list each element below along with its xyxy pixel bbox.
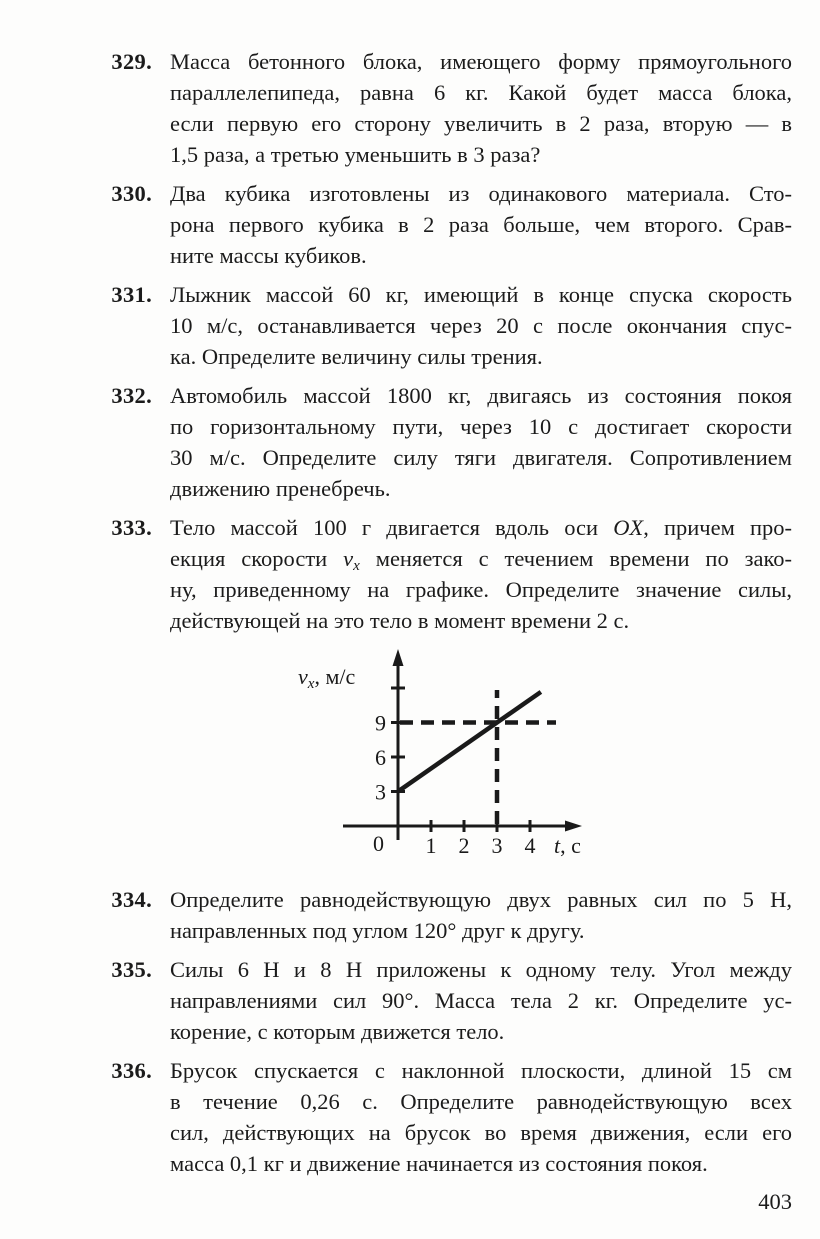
problem-329: [0, 46, 820, 170]
svg-text:t, с: t, с: [554, 833, 581, 858]
page-number: 403: [758, 1189, 792, 1214]
text-line: Автомобиль массой 1800 кг, двигаясь из состояния покоя: [170, 383, 792, 408]
problem-333: [0, 512, 820, 636]
problem-number: 333.: [111, 515, 152, 540]
text-line: ка. Определите величину силы трения.: [170, 344, 543, 369]
problem-336: [0, 1055, 820, 1179]
problem-number: 336.: [111, 1058, 152, 1083]
text-line: в течение 0,26 с. Определите равнодействующую всех: [170, 1089, 792, 1114]
text-line: Два кубика изготовлены из одинакового материала. Сто-: [170, 181, 792, 206]
text-line: направленных под углом 120° друг к другу.: [170, 918, 585, 943]
problem-330: [0, 178, 820, 271]
problem-text: [170, 380, 792, 504]
y-axis-arrow: [393, 649, 404, 666]
text-line: по горизонтальному пути, через 10 с достигает скорости: [170, 414, 792, 439]
text-line: Лыжник массой 60 кг, имеющий в конце спуска скорость: [170, 282, 792, 307]
x-axis-arrow: [565, 821, 582, 832]
text-line: рона первого кубика в 2 раза больше, чем второго. Срав-: [170, 212, 792, 237]
problem-text: [170, 279, 792, 372]
text-line: 30 м/с. Определите силу тяги двигателя. Сопротивлением: [170, 445, 792, 470]
problem-text: [170, 954, 792, 1047]
problem-331: [0, 279, 820, 372]
text-line: движению пренебречь.: [170, 476, 391, 501]
text-line: Тело массой 100 г двигается вдоль оси OX, причем про-: [170, 515, 792, 540]
text-line: действующей на это тело в момент времени 2 с.: [170, 608, 630, 633]
text-line: Брусок спускается с наклонной плоскости, длиной 15 см: [170, 1058, 792, 1083]
text-line: корение, с которым движется тело.: [170, 1019, 505, 1044]
svg-text:1: 1: [425, 833, 437, 858]
problem-text: [170, 178, 792, 271]
svg-text:4: 4: [524, 833, 536, 858]
text-line: Силы 6 Н и 8 Н приложены к одному телу. Угол между: [170, 957, 792, 982]
svg-text:3: 3: [491, 833, 503, 858]
velocity-time-graph-figure: [286, 644, 608, 872]
velocity-graph-svg: [286, 644, 608, 872]
text-line: 1,5 раза, а третью уменьшить в 3 раза?: [170, 142, 541, 167]
problem-number: 335.: [111, 957, 152, 982]
problem-number: 332.: [111, 383, 152, 408]
math-var-v: v: [343, 546, 354, 571]
text-line: ните массы кубиков.: [170, 243, 367, 268]
problem-text: [170, 884, 792, 946]
problem-text: [170, 46, 792, 170]
text-line: параллелепипеда, равна 6 кг. Какой будет масса блока,: [170, 80, 792, 105]
text-line: екция скорости vx меняется с течением времени по зако-: [170, 546, 793, 574]
svg-text:vx, м/с: vx, м/с: [298, 664, 356, 692]
problem-number: 334.: [111, 887, 152, 912]
math-subscript-x: x: [353, 558, 360, 574]
problem-text: [170, 512, 792, 636]
text-line: масса 0,1 кг и движение начинается из состояния покоя.: [170, 1151, 708, 1176]
problem-number: 330.: [111, 181, 152, 206]
text-line: сил, действующих на брусок во время движения, если его: [170, 1120, 792, 1145]
text-line: 10 м/с, останавливается через 20 с после окончания спус-: [170, 313, 792, 338]
text-line: Масса бетонного блока, имеющего форму прямоугольного: [170, 49, 792, 74]
svg-text:2: 2: [458, 833, 470, 858]
math-axis-OX: OX: [613, 515, 644, 540]
problem-334: [0, 884, 820, 946]
velocity-graph: [286, 644, 608, 877]
svg-text:6: 6: [375, 745, 386, 770]
problem-text: [170, 1055, 792, 1179]
svg-text:3: 3: [375, 779, 386, 805]
problem-number: 329.: [111, 49, 152, 74]
problem-332: [0, 380, 820, 504]
problem-335: [0, 954, 820, 1047]
text-line: направлениями сил 90°. Масса тела 2 кг. Определите ус-: [170, 988, 792, 1013]
problem-number: 331.: [111, 282, 152, 307]
text-line: Определите равнодействующую двух равных сил по 5 Н,: [170, 887, 792, 912]
text-line: если первую его сторону увеличить в 2 раза, вторую — в: [170, 111, 792, 136]
svg-text:9: 9: [375, 710, 386, 736]
svg-text:0: 0: [373, 831, 384, 856]
text-line: ну, приведенному на графике. Определите значение силы,: [170, 577, 792, 602]
